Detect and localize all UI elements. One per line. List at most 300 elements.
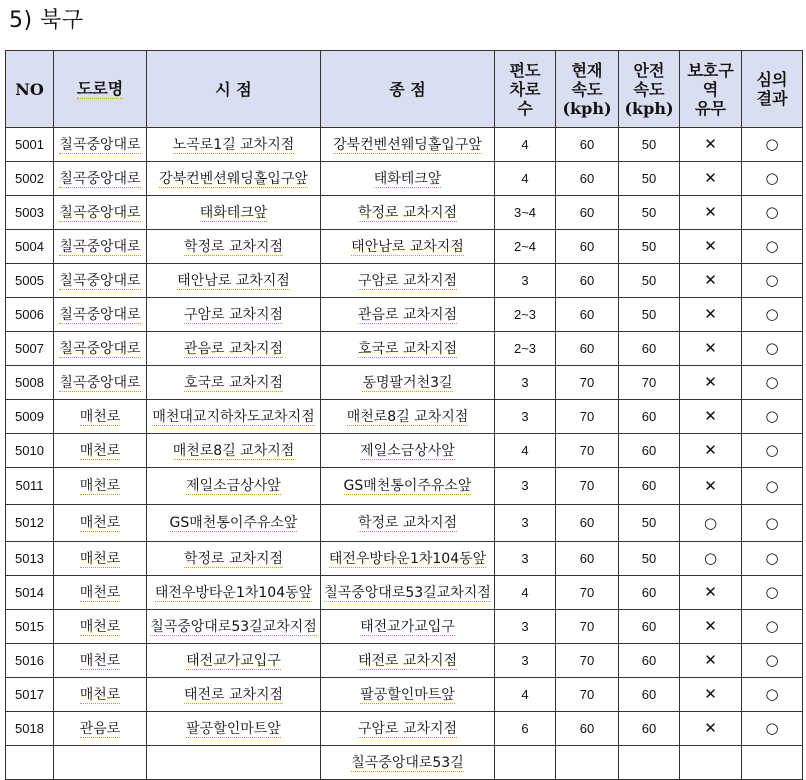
cell-start [147, 298, 321, 332]
header-lanes: 편도 차로 수 [495, 51, 556, 128]
cell-protection-zone [680, 366, 742, 400]
cell-road-text: 매천로 [79, 584, 121, 601]
cell-end [321, 468, 495, 505]
cell-safe-speed-text: 50 [641, 272, 657, 288]
cell-safe-speed-text: 50 [641, 204, 657, 220]
cell-lanes-text: 3 [521, 272, 529, 288]
cell-start-text: 구암로 교차지점 [183, 306, 284, 323]
cell-no [6, 264, 54, 298]
cell-current-speed-text: 70 [579, 442, 595, 458]
cell-lanes-text: 2~4 [513, 238, 537, 254]
cell-start [147, 434, 321, 468]
cell-current-speed [556, 400, 619, 434]
cell-safe-speed-text: 70 [641, 374, 657, 390]
cell-road [54, 332, 147, 366]
cell-start-text: 학정로 교차지점 [183, 550, 284, 567]
cell-protection-zone [680, 644, 742, 678]
cell-safe-speed [619, 678, 680, 712]
cell-safe-speed [619, 332, 680, 366]
cell-end [321, 542, 495, 576]
cell-start-text: GS매천통이주유소앞 [169, 515, 298, 531]
cell-review-result [742, 468, 803, 505]
cell-current-speed-text: 60 [579, 238, 595, 254]
cell-safe-speed-text: 50 [641, 515, 657, 530]
cell-road [54, 162, 147, 196]
cell-start [147, 162, 321, 196]
cell-no [6, 162, 54, 196]
cell-protection-zone [680, 230, 742, 264]
cell-lanes [495, 678, 556, 712]
header-current-speed: 현재 속도 (kph) [556, 51, 619, 128]
cell-review-result-text: ○ [765, 339, 779, 357]
cell-end-text: 학정로 교차지점 [357, 515, 458, 531]
cell-lanes-text: 4 [521, 170, 529, 186]
cell-start-text: 태전교가교입구 [186, 652, 281, 669]
cell-review-result-text: ○ [765, 305, 779, 323]
cell-safe-speed [619, 264, 680, 298]
cell-review-result-text: ○ [765, 685, 779, 703]
cell-start-text: 노곡로1길 교차지점 [172, 136, 295, 153]
cell-road-text: 칠곡중앙대로 [59, 170, 141, 187]
cell-protection-zone-text: ✕ [704, 339, 717, 357]
cell-lanes-text: 2~3 [513, 306, 537, 322]
cell-current-speed-text: 70 [579, 478, 595, 493]
cell-current-speed [556, 332, 619, 366]
cell-lanes-text: 4 [521, 584, 529, 600]
cell-start-text: 태안남로 교차지점 [177, 272, 290, 289]
cell-lanes-text: 3 [521, 515, 529, 530]
cell-protection-zone-text: ○ [703, 513, 718, 532]
cell-end [321, 366, 495, 400]
cell-start-text: 제일소금상사앞 [186, 478, 281, 494]
cell-current-speed [556, 264, 619, 298]
cell-current-speed [556, 468, 619, 505]
cell-lanes [495, 505, 556, 542]
cell-current-speed-text: 60 [579, 515, 595, 530]
cell-end-text: 태화테크앞 [373, 170, 442, 187]
cell-protection-zone [680, 542, 742, 576]
cell-no-text: 5002 [15, 170, 44, 186]
cell-end-text: 구암로 교차지점 [357, 720, 458, 737]
cell-end [321, 230, 495, 264]
cell-safe-speed [619, 162, 680, 196]
cell-start-text: 학정로 교차지점 [183, 238, 284, 255]
cell-safe-speed-text: 50 [641, 170, 657, 186]
cell-lanes [495, 542, 556, 576]
cell-protection-zone-text: ✕ [704, 305, 717, 323]
cell-review-result [742, 332, 803, 366]
cell-no-text: 5003 [15, 204, 44, 220]
cell-current-speed [556, 230, 619, 264]
cell-no [6, 746, 54, 780]
cell-safe-speed [619, 610, 680, 644]
cell-end-text: 구암로 교차지점 [357, 272, 458, 289]
cell-current-speed [556, 644, 619, 678]
cell-road [54, 196, 147, 230]
cell-review-result-text: ○ [765, 169, 779, 187]
cell-protection-zone [680, 298, 742, 332]
cell-end-text: 동명팔거천3길 [362, 374, 453, 391]
cell-protection-zone [680, 746, 742, 780]
cell-start-text: 호국로 교차지점 [183, 374, 284, 391]
cell-safe-speed [619, 230, 680, 264]
cell-start [147, 332, 321, 366]
cell-review-result [742, 128, 803, 162]
cell-safe-speed [619, 542, 680, 576]
cell-protection-zone-text: ✕ [704, 685, 717, 703]
cell-road-text: 매천로 [79, 686, 121, 703]
cell-road-text: 칠곡중앙대로 [59, 136, 141, 153]
cell-no [6, 610, 54, 644]
cell-start [147, 366, 321, 400]
cell-lanes [495, 746, 556, 780]
cell-no-text: 5015 [15, 618, 44, 634]
cell-protection-zone [680, 196, 742, 230]
cell-current-speed-text: 60 [579, 170, 595, 186]
cell-start [147, 128, 321, 162]
cell-review-result-text: ○ [765, 549, 779, 567]
cell-lanes [495, 644, 556, 678]
table-row [6, 610, 803, 644]
cell-safe-speed [619, 746, 680, 780]
cell-end [321, 298, 495, 332]
cell-safe-speed-text: 60 [641, 686, 657, 702]
cell-no-text: 5007 [15, 340, 44, 356]
cell-start-text: 태전로 교차지점 [183, 686, 284, 703]
cell-start [147, 746, 321, 780]
table-row [6, 230, 803, 264]
table-row [6, 468, 803, 505]
cell-safe-speed-text: 60 [641, 478, 657, 493]
cell-end [321, 644, 495, 678]
cell-no [6, 468, 54, 505]
cell-no [6, 332, 54, 366]
cell-review-result [742, 264, 803, 298]
cell-no [6, 644, 54, 678]
cell-protection-zone-text: ✕ [704, 237, 717, 255]
cell-start [147, 264, 321, 298]
cell-lanes [495, 196, 556, 230]
cell-start [147, 712, 321, 746]
cell-no [6, 128, 54, 162]
cell-safe-speed [619, 712, 680, 746]
cell-protection-zone [680, 128, 742, 162]
cell-start-text: 강북컨벤션웨딩홀입구앞 [159, 170, 308, 187]
cell-current-speed-text: 70 [579, 374, 595, 390]
cell-protection-zone [680, 468, 742, 505]
cell-safe-speed [619, 196, 680, 230]
cell-safe-speed-text: 50 [641, 550, 657, 566]
cell-safe-speed [619, 128, 680, 162]
cell-start-text: 매천로8길 교차지점 [172, 442, 295, 459]
cell-safe-speed-text: 60 [641, 652, 657, 668]
cell-road-text: 매천로 [79, 652, 121, 669]
cell-current-speed [556, 196, 619, 230]
cell-protection-zone-text: ✕ [704, 271, 717, 289]
cell-review-result [742, 196, 803, 230]
cell-end [321, 128, 495, 162]
cell-no [6, 678, 54, 712]
cell-current-speed [556, 712, 619, 746]
cell-end [321, 678, 495, 712]
cell-no [6, 712, 54, 746]
table-row [6, 746, 803, 780]
cell-road-text: 칠곡중앙대로 [59, 238, 141, 255]
cell-protection-zone [680, 505, 742, 542]
cell-current-speed-text: 60 [579, 550, 595, 566]
cell-current-speed-text: 70 [579, 652, 595, 668]
cell-review-result-text: ○ [765, 237, 779, 255]
cell-safe-speed [619, 505, 680, 542]
cell-review-result-text: ○ [765, 476, 779, 495]
cell-end-text: 매천로8길 교차지점 [346, 408, 469, 425]
table-row [6, 298, 803, 332]
cell-start [147, 230, 321, 264]
table-row [6, 434, 803, 468]
cell-review-result-text: ○ [765, 583, 779, 601]
cell-end-text: 관음로 교차지점 [357, 306, 458, 323]
cell-no-text: 5018 [15, 720, 44, 736]
table-row [6, 264, 803, 298]
road-speed-table [5, 50, 803, 780]
cell-end [321, 505, 495, 542]
cell-end [321, 332, 495, 366]
cell-protection-zone [680, 434, 742, 468]
cell-current-speed [556, 505, 619, 542]
cell-protection-zone-text: ✕ [704, 203, 717, 221]
cell-review-result [742, 162, 803, 196]
cell-safe-speed-text: 60 [641, 720, 657, 736]
cell-lanes-text: 3 [521, 408, 529, 424]
cell-lanes [495, 162, 556, 196]
cell-safe-speed [619, 434, 680, 468]
cell-lanes [495, 332, 556, 366]
cell-review-result-text: ○ [765, 513, 779, 532]
cell-end-text: 태전로 교차지점 [357, 652, 458, 669]
cell-no-text: 5012 [15, 515, 44, 530]
cell-no-text: 5016 [15, 652, 44, 668]
cell-review-result-text: ○ [765, 373, 779, 391]
cell-review-result-text: ○ [765, 617, 779, 635]
cell-start [147, 644, 321, 678]
header-end: 종 점 [321, 51, 495, 128]
cell-start-text: 태전우방타운1차104동앞 [154, 584, 313, 601]
cell-current-speed-text: 60 [579, 136, 595, 152]
cell-no-text: 5004 [15, 238, 44, 254]
cell-review-result [742, 746, 803, 780]
cell-current-speed [556, 576, 619, 610]
cell-safe-speed [619, 644, 680, 678]
cell-road [54, 128, 147, 162]
cell-start [147, 196, 321, 230]
cell-lanes [495, 400, 556, 434]
cell-protection-zone [680, 576, 742, 610]
section-title: 5) 북구 [9, 8, 84, 33]
cell-start [147, 678, 321, 712]
cell-no [6, 230, 54, 264]
cell-start-text: 매천대교지하차도교차지점 [152, 408, 315, 425]
cell-safe-speed-text: 60 [641, 584, 657, 600]
cell-end-text: 팔공할인마트앞 [360, 686, 455, 703]
cell-review-result [742, 366, 803, 400]
cell-start [147, 468, 321, 505]
cell-road [54, 434, 147, 468]
cell-road [54, 264, 147, 298]
cell-road [54, 298, 147, 332]
cell-no [6, 400, 54, 434]
cell-end [321, 400, 495, 434]
cell-review-result-text: ○ [765, 203, 779, 221]
cell-protection-zone-text: ✕ [704, 719, 717, 737]
cell-review-result [742, 434, 803, 468]
cell-protection-zone [680, 610, 742, 644]
cell-safe-speed-text: 60 [641, 340, 657, 356]
cell-protection-zone-text: ✕ [704, 373, 717, 391]
cell-no-text: 5010 [15, 442, 44, 458]
cell-safe-speed-text: 60 [641, 408, 657, 424]
cell-end-text: 칠곡중앙대로53길 [351, 754, 464, 771]
cell-end-text: 태전교가교입구 [360, 618, 455, 635]
cell-no [6, 576, 54, 610]
cell-lanes [495, 434, 556, 468]
cell-no-text: 5009 [15, 408, 44, 424]
table-row [6, 128, 803, 162]
cell-road-text: 칠곡중앙대로 [59, 204, 141, 221]
cell-lanes-text: 4 [521, 686, 529, 702]
cell-road [54, 366, 147, 400]
cell-lanes-text: 4 [521, 442, 529, 458]
cell-review-result [742, 576, 803, 610]
cell-start [147, 505, 321, 542]
cell-no-text: 5005 [15, 272, 44, 288]
cell-start [147, 576, 321, 610]
cell-road [54, 712, 147, 746]
cell-road [54, 505, 147, 542]
table-header-row [6, 51, 803, 128]
cell-start-text: 관음로 교차지점 [183, 340, 284, 357]
cell-safe-speed-text: 60 [641, 442, 657, 458]
cell-start-text: 칠곡중앙대로53길교차지점 [150, 618, 317, 635]
cell-lanes [495, 264, 556, 298]
cell-end [321, 162, 495, 196]
cell-lanes [495, 712, 556, 746]
cell-review-result [742, 505, 803, 542]
cell-protection-zone-text: ✕ [704, 441, 717, 459]
cell-review-result [742, 230, 803, 264]
cell-protection-zone [680, 712, 742, 746]
cell-no [6, 366, 54, 400]
cell-start-text: 태화테크앞 [199, 204, 268, 221]
cell-lanes [495, 298, 556, 332]
cell-road-text: 관음로 [79, 720, 121, 737]
cell-protection-zone [680, 264, 742, 298]
cell-no-text: 5013 [15, 550, 44, 566]
cell-start [147, 542, 321, 576]
cell-review-result-text: ○ [765, 651, 779, 669]
header-start: 시 점 [147, 51, 321, 128]
cell-safe-speed [619, 366, 680, 400]
cell-protection-zone [680, 678, 742, 712]
cell-lanes-text: 3 [521, 374, 529, 390]
table-row [6, 162, 803, 196]
header-road: 도로명 [54, 51, 147, 128]
cell-road [54, 230, 147, 264]
cell-no-text: 5006 [15, 306, 44, 322]
cell-no-text: 5001 [15, 136, 44, 152]
cell-road-text: 매천로 [79, 408, 121, 425]
cell-safe-speed [619, 468, 680, 505]
cell-safe-speed [619, 298, 680, 332]
cell-protection-zone-text: ✕ [704, 476, 717, 495]
cell-lanes-text: 4 [521, 136, 529, 152]
cell-safe-speed-text: 50 [641, 136, 657, 152]
cell-review-result [742, 298, 803, 332]
cell-current-speed [556, 746, 619, 780]
cell-review-result [742, 610, 803, 644]
header-safe-speed: 안전 속도 (kph) [619, 51, 680, 128]
cell-end [321, 576, 495, 610]
cell-current-speed-text: 60 [579, 340, 595, 356]
cell-no [6, 434, 54, 468]
cell-current-speed-text: 70 [579, 408, 595, 424]
cell-review-result [742, 678, 803, 712]
cell-road-text: 칠곡중앙대로 [59, 340, 141, 357]
cell-road-text: 매천로 [79, 550, 121, 567]
cell-lanes [495, 610, 556, 644]
cell-road [54, 610, 147, 644]
cell-road-text: 칠곡중앙대로 [59, 306, 141, 323]
cell-protection-zone-text: ✕ [704, 583, 717, 601]
cell-lanes-text: 6 [521, 720, 529, 736]
cell-no-text: 5014 [15, 584, 44, 600]
cell-end [321, 712, 495, 746]
table-row [6, 644, 803, 678]
table-row [6, 542, 803, 576]
cell-protection-zone-text: ✕ [704, 407, 717, 425]
cell-end [321, 434, 495, 468]
cell-road-text: 매천로 [79, 442, 121, 459]
cell-safe-speed-text: 50 [641, 306, 657, 322]
cell-end-text: GS매천통이주유소앞 [343, 478, 472, 494]
table-row [6, 505, 803, 542]
cell-protection-zone [680, 332, 742, 366]
cell-protection-zone [680, 400, 742, 434]
cell-review-result [742, 644, 803, 678]
cell-review-result [742, 400, 803, 434]
cell-lanes-text: 3 [521, 478, 529, 493]
cell-safe-speed [619, 576, 680, 610]
cell-road-text: 매천로 [79, 618, 121, 635]
cell-lanes-text: 3 [521, 618, 529, 634]
cell-lanes [495, 366, 556, 400]
cell-current-speed-text: 60 [579, 204, 595, 220]
cell-review-result-text: ○ [765, 441, 779, 459]
cell-end-text: 제일소금상사앞 [360, 442, 455, 459]
cell-lanes [495, 576, 556, 610]
cell-road [54, 542, 147, 576]
cell-protection-zone-text: ✕ [704, 169, 717, 187]
header-no: NO [6, 51, 54, 128]
cell-safe-speed [619, 400, 680, 434]
cell-road [54, 644, 147, 678]
header-review-result: 심의 결과 [742, 51, 803, 128]
cell-protection-zone-text: ✕ [704, 135, 717, 153]
table-row [6, 332, 803, 366]
cell-lanes [495, 468, 556, 505]
cell-current-speed-text: 60 [579, 272, 595, 288]
cell-safe-speed-text: 50 [641, 238, 657, 254]
cell-end [321, 610, 495, 644]
